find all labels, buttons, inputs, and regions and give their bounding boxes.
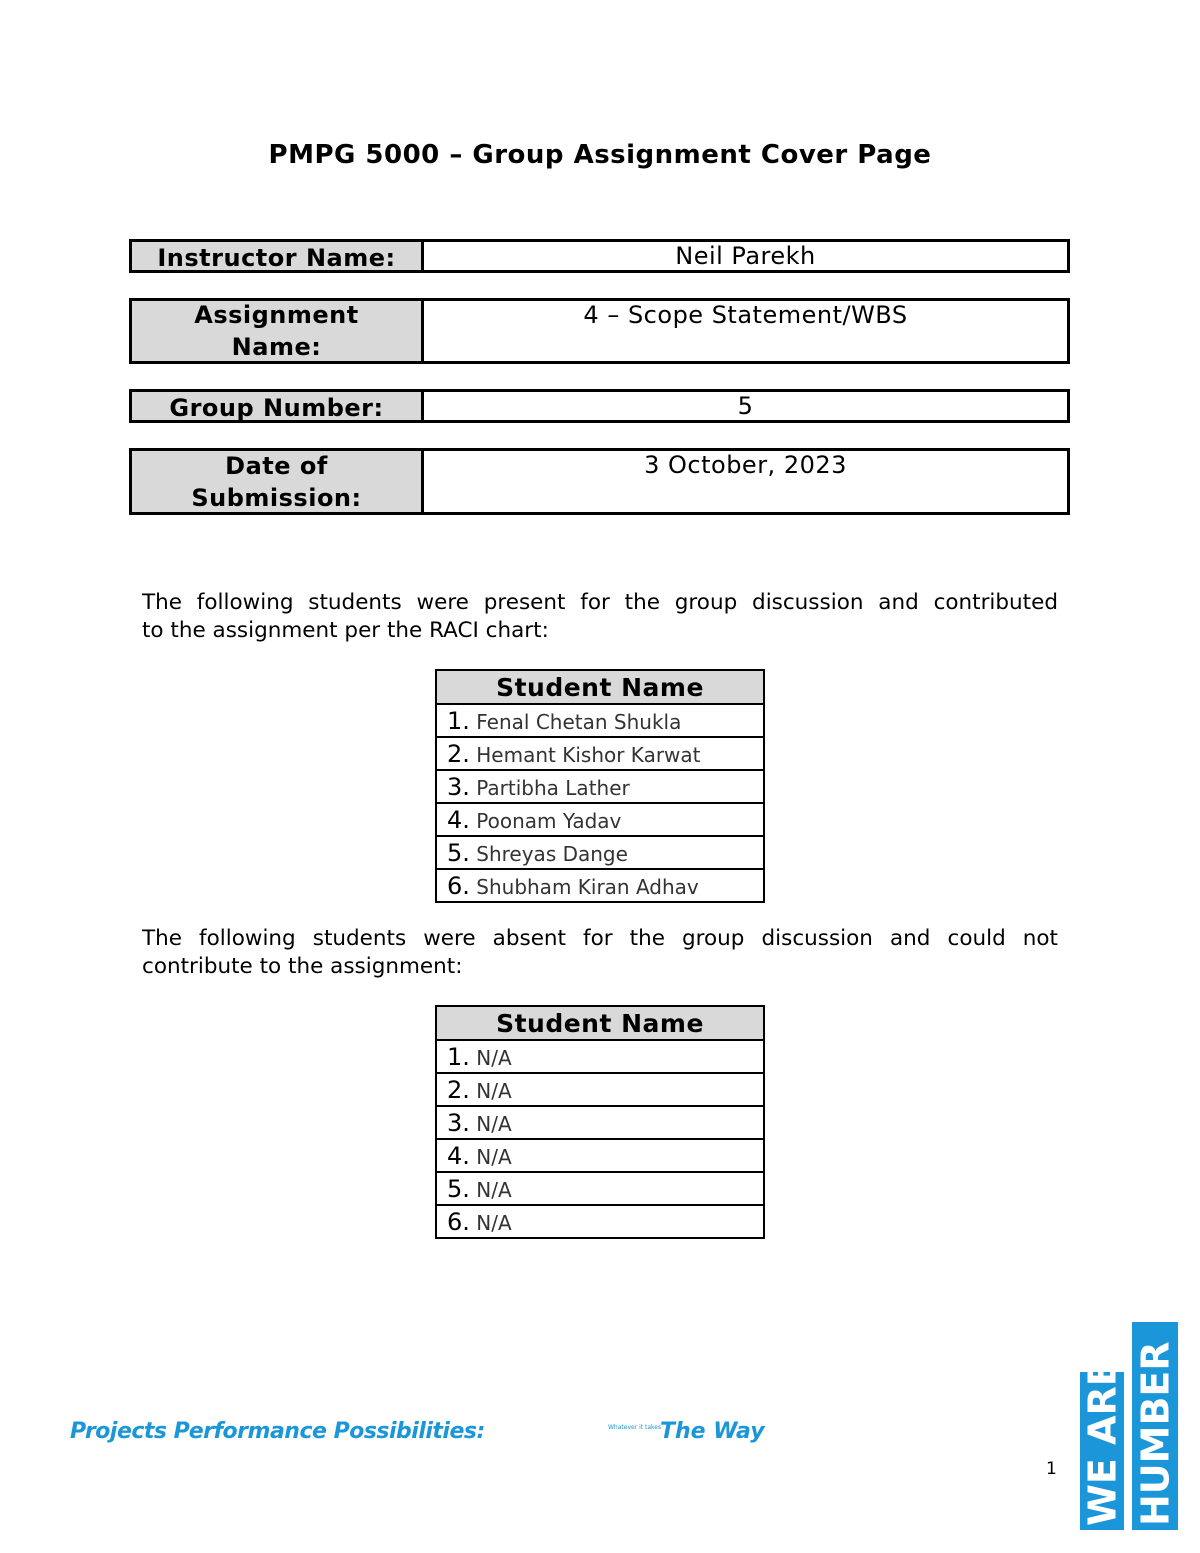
table-row — [436, 737, 764, 770]
row-number: 2. — [447, 1075, 470, 1104]
absent-students-table — [435, 1005, 765, 1239]
row-number: 5. — [447, 838, 470, 867]
row-number: 3. — [447, 1108, 470, 1137]
student-name: N/A — [476, 1078, 512, 1103]
logo-text-we-are: WE ARE — [1080, 1360, 1125, 1526]
assignment-label — [129, 298, 424, 364]
row-number: 1. — [447, 706, 470, 735]
student-name: Hemant Kishor Karwat — [476, 742, 701, 767]
present-text-line2: to the assignment per the RACI chart: — [142, 618, 549, 643]
row-number: 4. — [447, 1141, 470, 1170]
table-row — [436, 1205, 764, 1238]
table-row — [436, 770, 764, 803]
table-row — [436, 1040, 764, 1073]
student-name: Shubham Kiran Adhav — [476, 874, 699, 899]
footer-the-way: The Way — [660, 1419, 765, 1444]
group-label: Group Number: — [129, 389, 424, 423]
row-number: 6. — [447, 1207, 470, 1236]
assignment-row — [129, 298, 1070, 364]
row-number: 1. — [447, 1042, 470, 1071]
student-name: N/A — [476, 1144, 512, 1169]
date-label-line2: Submission: — [191, 483, 362, 512]
absent-text-line2: contribute to the assignment: — [142, 954, 463, 979]
table-row — [436, 836, 764, 869]
assignment-value: 4 – Scope Statement/WBS — [424, 298, 1070, 364]
present-students-table — [435, 669, 765, 903]
student-name: Shreyas Dange — [476, 841, 628, 866]
group-row — [129, 389, 1070, 423]
date-value: 3 October, 2023 — [424, 448, 1070, 515]
logo-text-humber: HUMBER — [1133, 1341, 1178, 1526]
absent-text-line1: The following students were absent for the group discussion and could not — [142, 926, 1058, 951]
instructor-label: Instructor Name: — [129, 239, 424, 273]
row-number: 4. — [447, 805, 470, 834]
row-number: 5. — [447, 1174, 470, 1203]
student-name: N/A — [476, 1045, 512, 1070]
page-number: 1 — [1046, 1459, 1057, 1479]
table-row — [436, 1106, 764, 1139]
table-row — [436, 869, 764, 902]
page-title: PMPG 5000 – Group Assignment Cover Page — [268, 140, 932, 170]
date-row — [129, 448, 1070, 515]
absent-table-header: Student Name — [436, 1006, 764, 1040]
student-name: Fenal Chetan Shukla — [476, 709, 682, 734]
row-number: 3. — [447, 772, 470, 801]
row-number: 6. — [447, 871, 470, 900]
assignment-label-line2: Name: — [231, 333, 322, 361]
student-name: Poonam Yadav — [476, 808, 622, 833]
footer-tagline: Projects Performance Possibilities: — [70, 1419, 485, 1444]
table-row — [436, 803, 764, 836]
present-table-header: Student Name — [436, 670, 764, 704]
student-name: N/A — [476, 1210, 512, 1235]
table-row — [436, 1172, 764, 1205]
table-row — [436, 1073, 764, 1106]
table-row — [436, 704, 764, 737]
row-number: 2. — [447, 739, 470, 768]
footer-tiny-text: Whatever it takes — [608, 1424, 662, 1431]
student-name: N/A — [476, 1177, 512, 1202]
instructor-value: Neil Parekh — [424, 239, 1070, 273]
assignment-label-line1: Assignment — [194, 301, 359, 329]
date-label-line1: Date of — [225, 451, 328, 480]
instructor-row — [129, 239, 1070, 273]
table-row — [436, 1139, 764, 1172]
student-name: Partibha Lather — [476, 775, 630, 800]
we-are-humber-logo — [1080, 1322, 1178, 1530]
student-name: N/A — [476, 1111, 512, 1136]
group-value: 5 — [424, 389, 1070, 423]
present-text-line1: The following students were present for the group discussion and contributed — [142, 590, 1058, 615]
date-label — [129, 448, 424, 515]
